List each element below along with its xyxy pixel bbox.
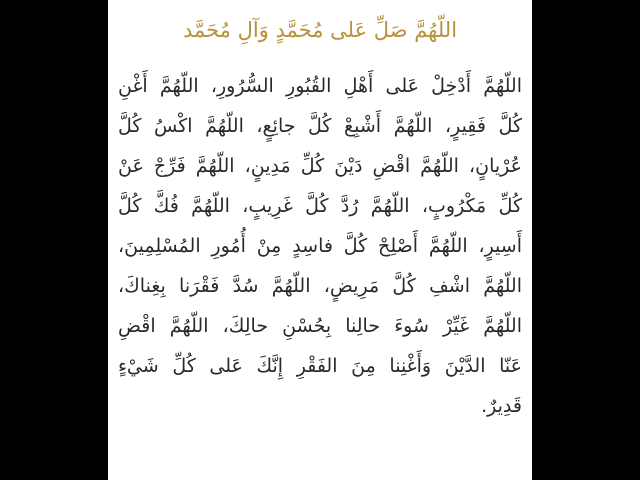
- text-line: كُلَّ فَقِيرٍ، اللّهُمَّ أَشْبِعْ كُلَّ جائِعٍ، اللّهُمَّ اكْسُ كُلَّ: [118, 115, 522, 137]
- text-line: كُلِّ مَكْرُوبٍ، اللّهُمَّ رُدَّ كُلَّ غَرِيبٍ، اللّهُمَّ فُكَّ كُلَّ: [118, 195, 522, 217]
- text-line: قَدِيرٌ.: [481, 395, 522, 417]
- text-line: عُرْيانٍ، اللّهُمَّ اقْضِ دَيْنَ كُلِّ مَدِينٍ، اللّهُمَّ فَرِّجْ عَنْ: [118, 155, 522, 177]
- text-line: اللّهُمَّ غَيِّرْ سُوءَ حالِنا بِحُسْنِ حالِكَ، اللّهُمَّ اقْضِ: [118, 315, 522, 337]
- salawat-heading: اللّهُمَّ صَلِّ عَلى مُحَمَّدٍ وَآلِ مُحَمَّد: [182, 18, 458, 42]
- text-line: أَسِيرٍ، اللّهُمَّ أَصْلِحْ كُلَّ فاسِدٍ مِنْ أُمُورِ المُسْلِمِينَ،: [118, 235, 522, 257]
- prayer-page: [108, 0, 532, 480]
- text-line: اللّهُمَّ أَدْخِلْ عَلى أَهْلِ القُبُورِ السُّرُورِ، اللّهُمَّ أَغْنِ: [118, 75, 522, 97]
- text-line: اللّهُمَّ اشْفِ كُلَّ مَرِيضٍ، اللّهُمَّ سُدَّ فَقْرَنا بِغِناكَ،: [118, 275, 522, 297]
- prayer-text: [118, 66, 522, 426]
- text-line: عَنّا الدَّيْنَ وَأَغْنِنا مِنَ الفَقْرِ إِنَّكَ عَلى كُلِّ شَيْءٍ: [118, 355, 522, 377]
